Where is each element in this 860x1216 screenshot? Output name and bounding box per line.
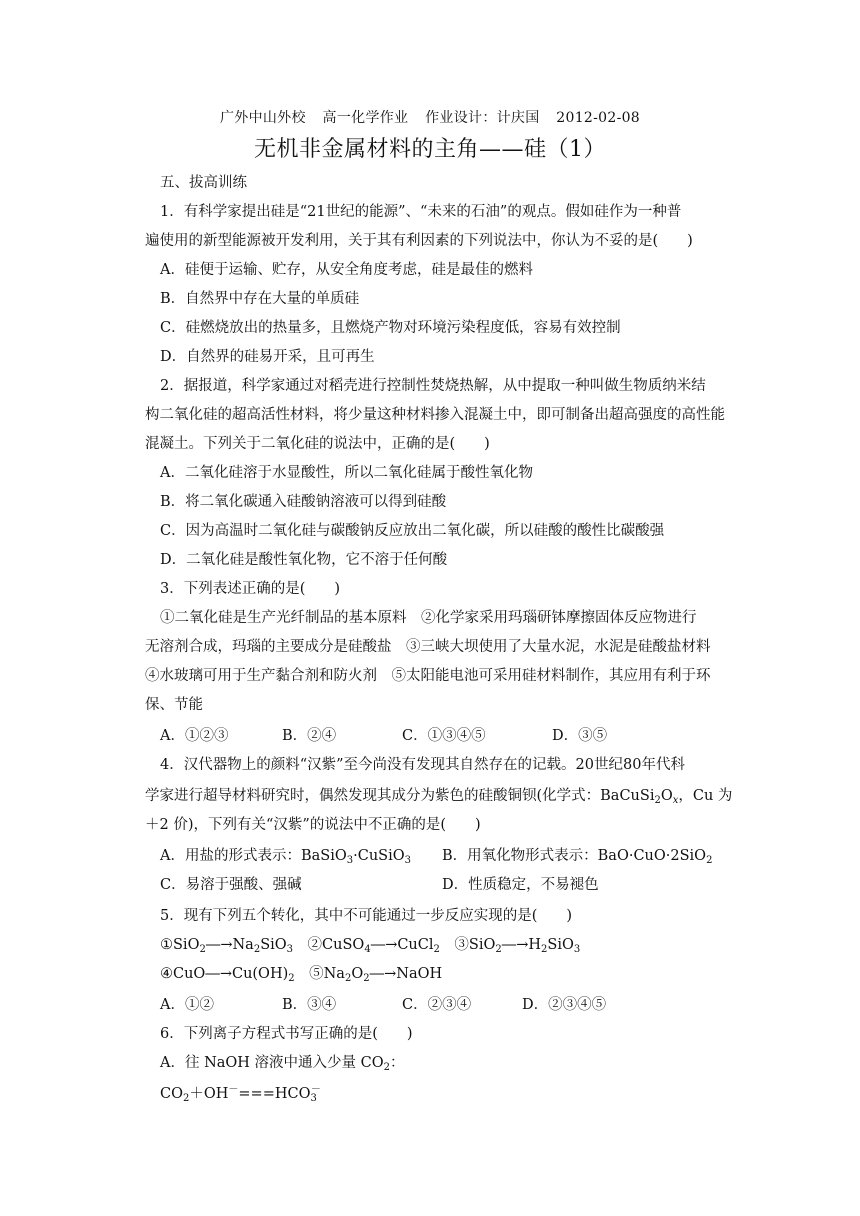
q4-stem-line2: 学家进行超导材料研究时，偶然发现其成分为紫色的硅酸铜钡(化学式：$BaCuSi_2O_x$，Cu 为 — [145, 788, 733, 806]
section-heading: 五、拔高训练 — [160, 175, 247, 191]
q3-statement-line1: ①二氧化硅是生产光纤制品的基本原料 ②化学家采用玛瑙研钵摩擦固体反应物进行 — [160, 610, 697, 626]
q4-stem-line3: ＋2 价)，下列有关“汉紫”的说法中不正确的是( ) — [145, 817, 481, 833]
q3-option-d: D．③⑤ — [552, 728, 608, 744]
page-title: 无机非金属材料的主角——硅（1） — [254, 137, 606, 162]
q5-stem: 5．现有下列五个转化，其中不可能通过一步反应实现的是( ) — [160, 908, 573, 924]
designer-name: 作业设计：计庆国 — [425, 110, 540, 126]
q3-option-b: B．②④ — [282, 728, 337, 744]
q3-stem: 3．下列表述正确的是( ) — [160, 581, 341, 597]
school-name: 广外中山外校 — [219, 110, 306, 126]
q4-option-d: D．性质稳定，不易褪色 — [442, 877, 599, 893]
q4-line2-o: O — [660, 788, 673, 804]
q2-stem-line2: 构二氧化硅的超高活性材料，将少量这种材料掺入混凝土中，即可制备出超高强度的高性能 — [145, 407, 725, 423]
q4-line2-tail: ，Cu 为 — [678, 788, 733, 804]
page-header — [0, 107, 860, 127]
q5-option-d: D．②③④⑤ — [522, 997, 607, 1013]
q2-stem-line1: 2．据报道，科学家通过对稻壳进行控制性焚烧热解，从中提取一种叫做生物质纳米结 — [160, 378, 706, 394]
q1-stem-line1: 1．有科学家提出硅是“21世纪的能源”、“未来的石油”的观点。假如硅作为一种普 — [160, 204, 682, 220]
q4-stem-line1: 4．汉代器物上的颜料“汉紫”至今尚没有发现其自然存在的记载。20世纪80年代科 — [160, 757, 685, 773]
q3-statement-line3: ④水玻璃可用于生产黏合剂和防火剂 ⑤太阳能电池可采用硅材料制作，其应用有利于环 — [145, 668, 711, 684]
q5-option-b: B．③④ — [282, 997, 337, 1013]
q2-option-a: A．二氧化硅溶于水显酸性，所以二氧化硅属于酸性氧化物 — [160, 465, 533, 481]
q6-stem: 6．下列离子方程式书写正确的是( ) — [160, 1026, 413, 1042]
q2-option-c: C．因为高温时二氧化硅与碳酸钠反应放出二氧化碳，所以硅酸的酸性比碳酸强 — [160, 523, 665, 539]
q1-stem-line2: 遍使用的新型能源被开发利用，关于其有利因素的下列说法中，你认为不妥的是( ) — [145, 233, 693, 249]
q4-line2-text: 学家进行超导材料研究时，偶然发现其成分为紫色的硅酸铜钡(化学式：BaCuSi — [145, 788, 655, 804]
header-date: 2012-02-08 — [556, 110, 641, 126]
q5-conversions-line2: $④CuO―\to Cu(OH)_2$ $⑤Na_2O_2―\to NaOH$ — [160, 966, 443, 984]
q3-option-a: A．①②③ — [160, 728, 229, 744]
q1-option-b: B．自然界中存在大量的单质硅 — [160, 291, 360, 307]
q6-equation: $CO_2+OH^-===HCO_3^-$ — [160, 1084, 321, 1104]
q3-statement-line4: 保、节能 — [145, 697, 203, 713]
q4-option-c: C．易溶于强酸、强碱 — [160, 877, 302, 893]
q1-option-a: A．硅便于运输、贮存，从安全角度考虑，硅是最佳的燃料 — [160, 262, 533, 278]
q6-option-a: A．往 NaOH 溶液中通入少量 $CO_2$： — [160, 1055, 405, 1073]
q4-option-b: B．用氧化物形式表示：BaO·CuO·2SiO$_2$ — [442, 848, 713, 866]
q2-option-b: B．将二氧化碳通入硅酸钠溶液可以得到硅酸 — [160, 494, 447, 510]
course-name: 高一化学作业 — [322, 110, 409, 126]
q3-statement-line2: 无溶剂合成，玛瑙的主要成分是硅酸盐 ③三峡大坝使用了大量水泥，水泥是硅酸盐材料 — [145, 639, 711, 655]
q5-conversions-line1: $①SiO_2―\to Na_2SiO_3$ ②CuSO$_4$―→CuCl$_2$ $③SiO_2―\to H_2SiO_3$ — [160, 937, 581, 955]
q5-option-c: C．②③④ — [402, 997, 472, 1013]
q1-option-c: C．硅燃烧放出的热量多，且燃烧产物对环境污染程度低，容易有效控制 — [160, 320, 621, 336]
q4-option-a: A．用盐的形式表示：BaSiO$_3$·CuSiO$_3$ — [160, 848, 411, 866]
q5-option-a: A．①② — [160, 997, 214, 1013]
q3-option-c: C．①③④⑤ — [402, 728, 486, 744]
q2-option-d: D．二氧化硅是酸性氧化物，它不溶于任何酸 — [160, 552, 448, 568]
q2-stem-line3: 混凝土。下列关于二氧化硅的说法中，正确的是( ) — [145, 436, 490, 452]
q1-option-d: D．自然界的硅易开采，且可再生 — [160, 349, 375, 365]
